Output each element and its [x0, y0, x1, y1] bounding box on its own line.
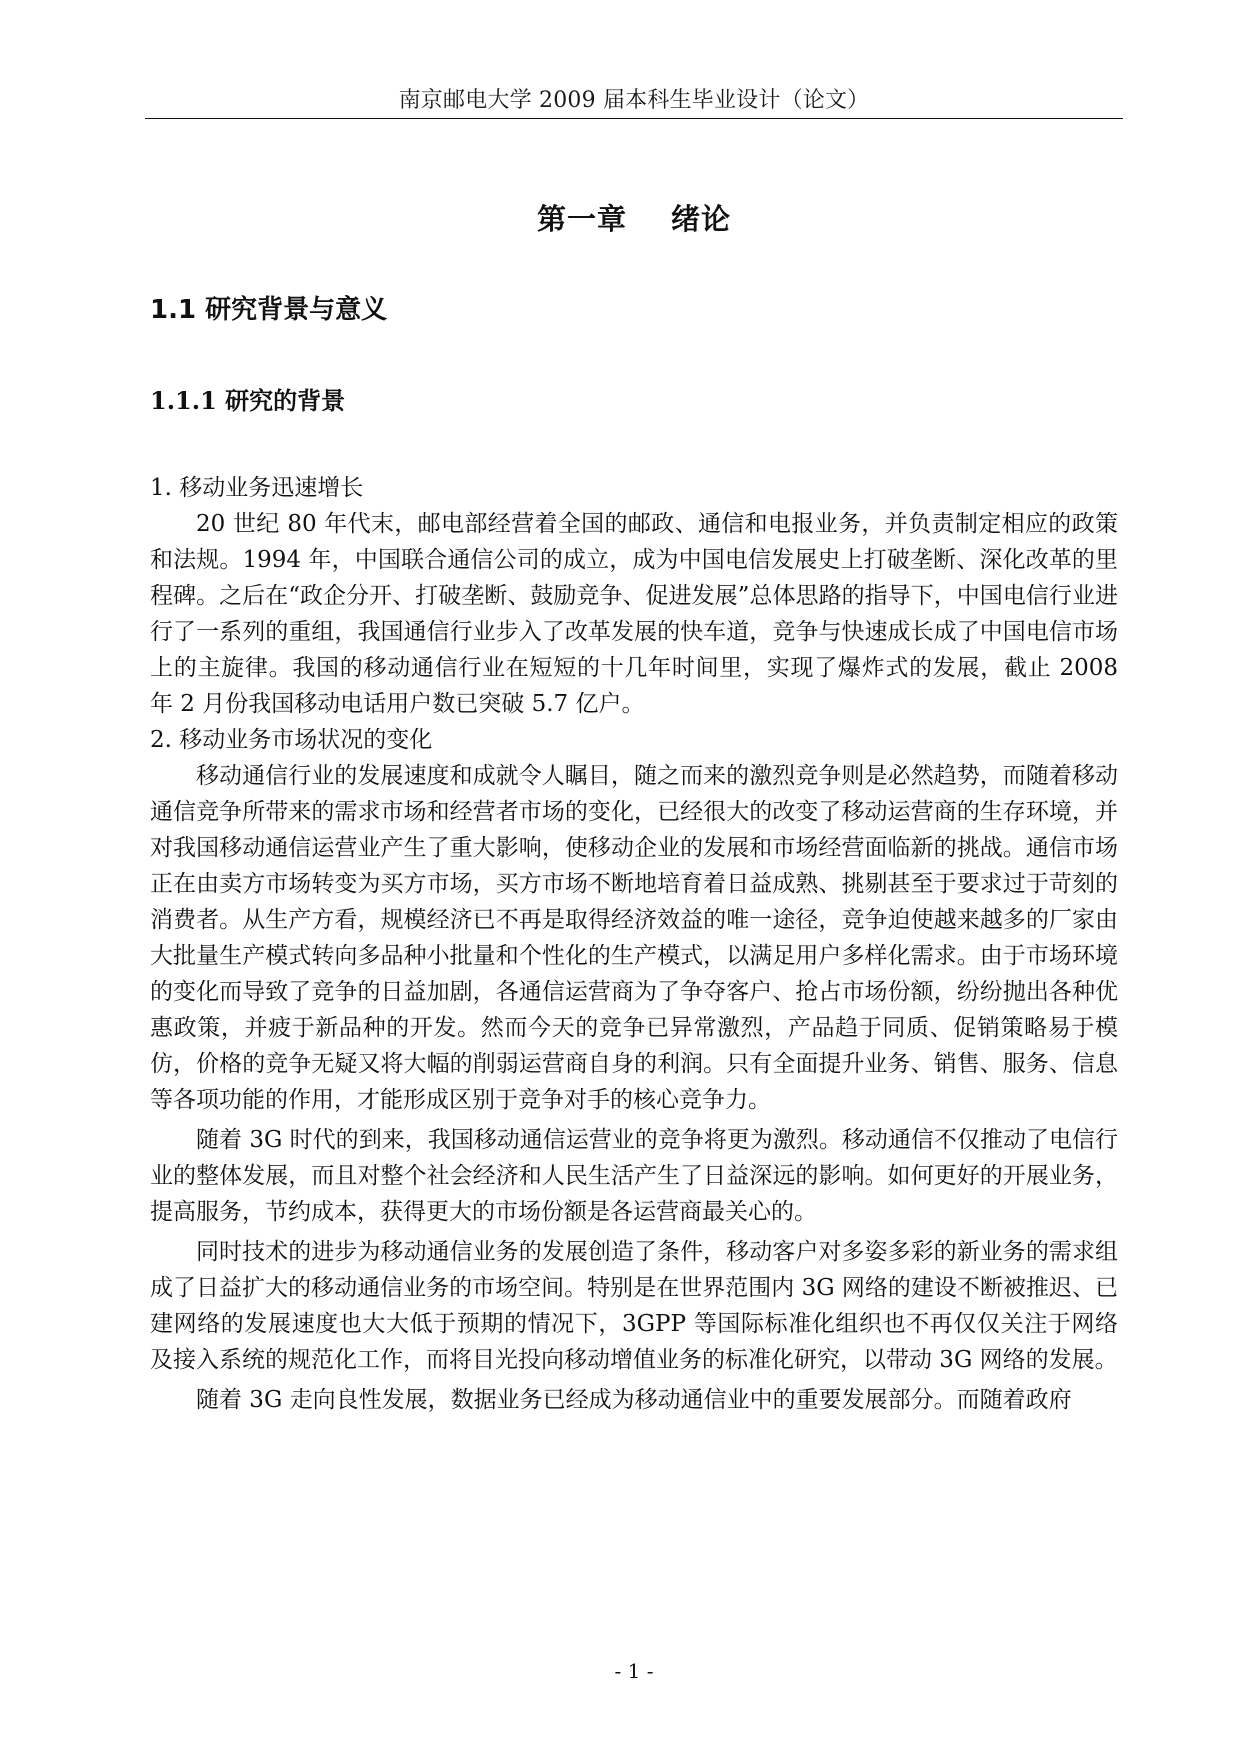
paragraph: 随着 3G 时代的到来，我国移动通信运营业的竞争将更为激烈。移动通信不仅推动了电信行业的整体发展，而且对整个社会经济和人民生活产生了日益深远的影响。如何更好的开展业务，提高服务，节约成本，获得更大的市场份额是各运营商最关心的。	[150, 1127, 1118, 1225]
list-item-heading: 2. 移动业务市场状况的变化	[150, 727, 433, 753]
subsection-number: 1.1.1	[150, 386, 217, 415]
subsection-name: 研究的背景	[225, 387, 346, 415]
paragraph: 移动通信行业的发展速度和成就令人瞩目，随之而来的激烈竞争则是必然趋势，而随着移动通信竞争所带来的需求市场和经营者市场的变化，已经很大的改变了移动运营商的生存环境，并对我国移动通信运营业产生了重大影响，使移动企业的发展和市场经营面临新的挑战。通信市场正在由卖方市场转变为买方市场，买方市场不断地培育着日益成熟、挑剔甚至于要求过于苛刻的消费者。从生产方看，规模经济已不再是取得经济效益的唯一途径，竞争迫使越来越多的厂家由大批量生产模式转向多品种小批量和个性化的生产模式，以满足用户多样化需求。由于市场环境的变化而导致了竞争的日益加剧，各通信运营商为了争夺客户、抢占市场份额，纷纷抛出各种优惠政策，并疲于新品种的开发。然而今天的竞争已异常激烈，产品趋于同质、促销策略易于模仿，价格的竞争无疑又将大幅的削弱运营商自身的利润。只有全面提升业务、销售、服务、信息等各项功能的作用，才能形成区别于竞争对手的核心竞争力。	[150, 763, 1118, 1113]
body-text	[150, 470, 1118, 1418]
chapter-number: 第一章	[536, 202, 627, 236]
subsection-title	[150, 381, 345, 421]
header-rule	[145, 118, 1123, 119]
paragraph: 随着 3G 走向良性发展，数据业务已经成为移动通信业中的重要发展部分。而随着政府	[196, 1387, 1072, 1413]
section-title: 1.1 研究背景与意义	[150, 295, 388, 325]
chapter-title	[145, 196, 1123, 242]
paragraph: 同时技术的进步为移动通信业务的发展创造了条件，移动客户对多姿多彩的新业务的需求组成了日益扩大的移动通信业务的市场空间。特别是在世界范围内 3G 网络的建设不断被推迟、已建网络的发展速度也大大低于预期的情况下，3GPP 等国际标准化组织也不再仅仅关注于网络及接入系统的规范化工作，而将目光投向移动增值业务的标准化研究，以带动 3G 网络的发展。	[150, 1239, 1118, 1373]
list-item-heading: 1. 移动业务迅速增长	[150, 475, 364, 501]
paragraph: 20 世纪 80 年代末，邮电部经营着全国的邮政、通信和电报业务，并负责制定相应的政策和法规。1994 年，中国联合通信公司的成立，成为中国电信发展史上打破垄断、深化改革的里程碑。之后在“政企分开、打破垄断、鼓励竞争、促进发展”总体思路的指导下，中国电信行业进行了一系列的重组，我国通信行业步入了改革发展的快车道，竞争与快速成长成了中国电信市场上的主旋律。我国的移动通信行业在短短的十几年时间里，实现了爆炸式的发展，截止 2008 年 2 月份我国移动电话用户数已突破 5.7 亿户。	[150, 511, 1118, 717]
page-header: 南京邮电大学 2009 届本科生毕业设计（论文）	[398, 88, 870, 113]
page-number: - 1 -	[614, 1659, 654, 1683]
chapter-name: 绪论	[671, 202, 732, 236]
